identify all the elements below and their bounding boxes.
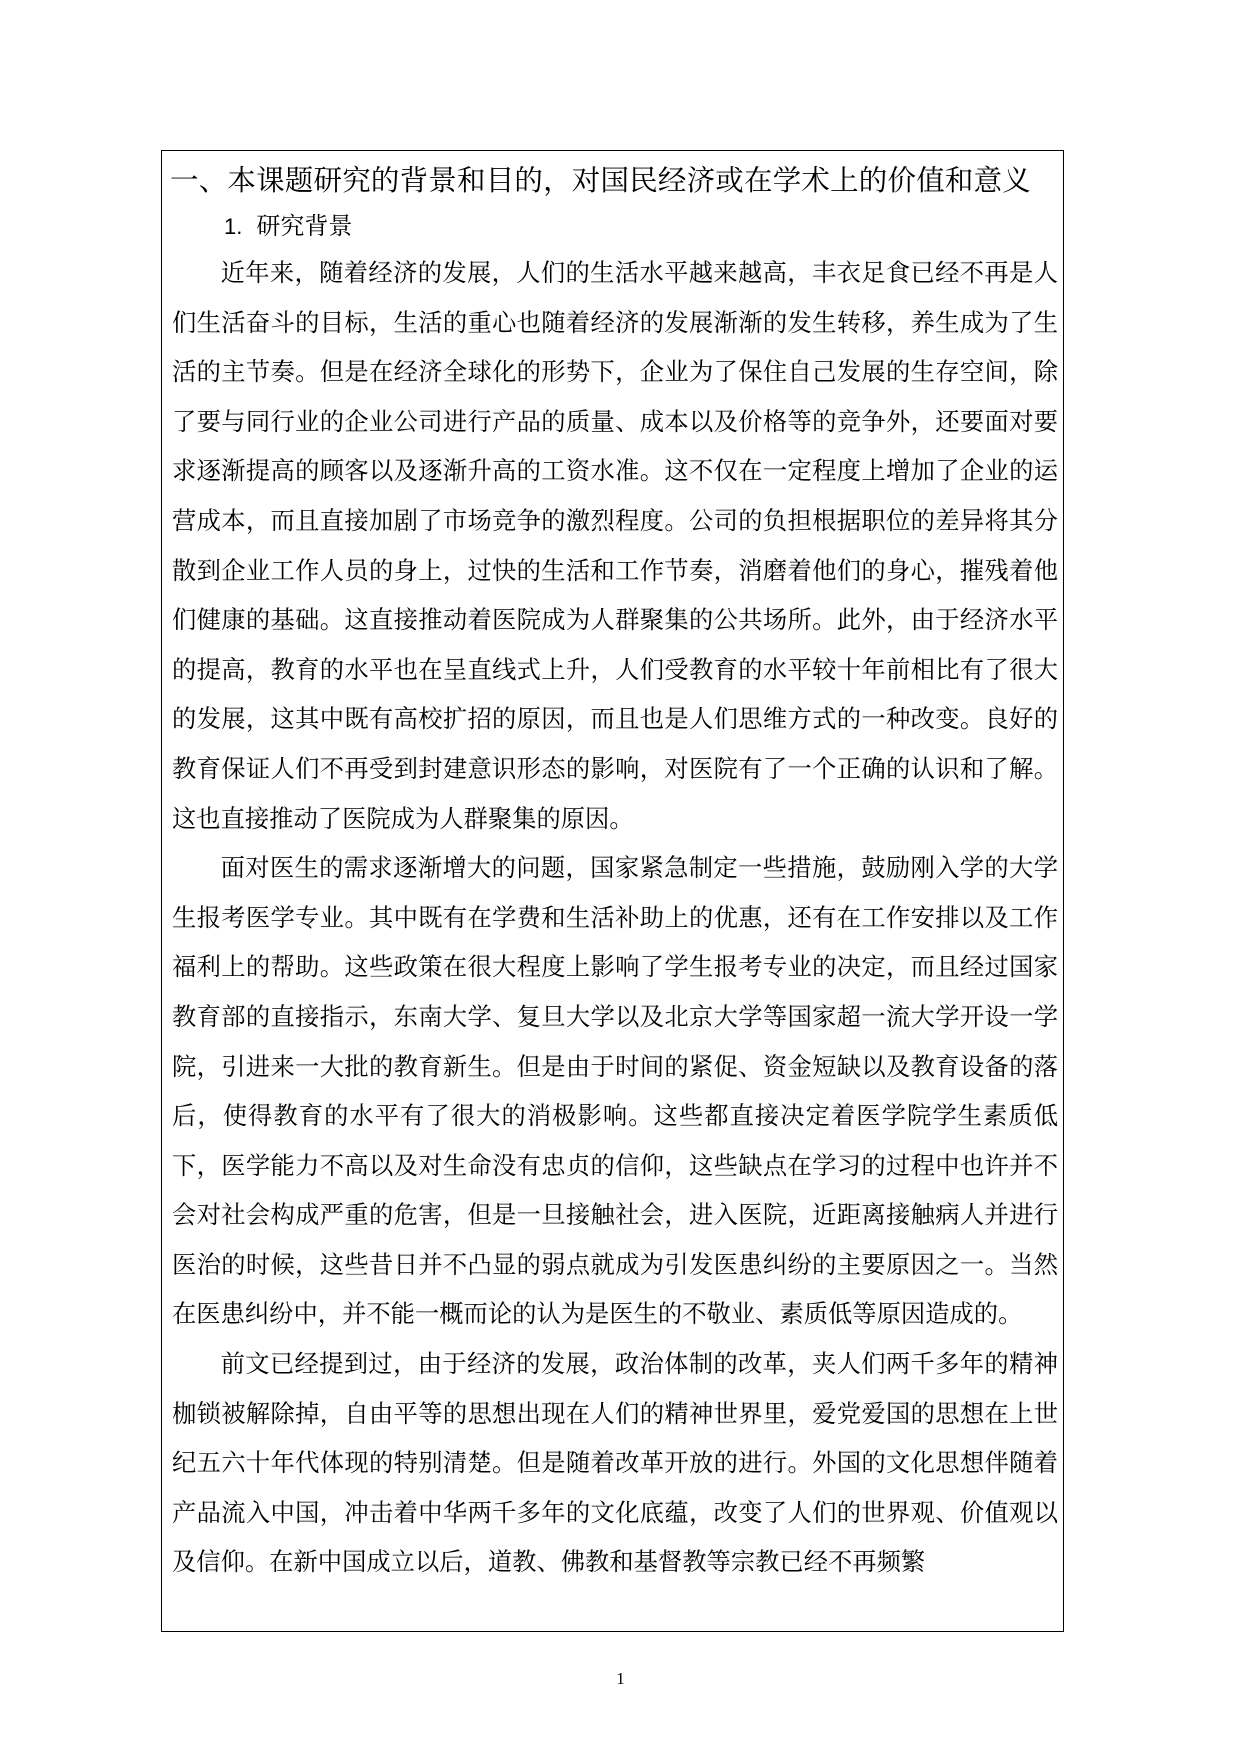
content-frame <box>161 150 1064 1632</box>
subsection-title: 研究背景 <box>256 212 353 240</box>
paragraph: 面对医生的需求逐渐增大的问题，国家紧急制定一些措施，鼓励刚入学的大学生报考医学专业。其中既有在学费和生活补助上的优惠，还有在工作安排以及工作福利上的帮助。这些政策在很大程度上影响了学生报考专业的决定，而且经过国家教育部的直接指示，东南大学、复旦大学以及北京大学等国家超一流大学开设一学院，引进来一大批的教育新生。但是由于时间的紧促、资金短缺以及教育设备的落后，使得教育的水平有了很大的消极影响。这些都直接决定着医学院学生素质低下，医学能力不高以及对生命没有忠贞的信仰，这些缺点在学习的过程中也许并不会对社会构成严重的危害，但是一旦接触社会，进入医院，近距离接触病人并进行医治的时候，这些昔日并不凸显的弱点就成为引发医患纠纷的主要原因之一。当然在医患纠纷中，并不能一概而论的认为是医生的不敬业、素质低等原因造成的。 <box>172 853 1058 1329</box>
section-heading: 一、本课题研究的背景和目的，对国民经济或在学术上的价值和意义 <box>170 164 1032 197</box>
paragraph: 前文已经提到过，由于经济的发展，政治体制的改革，夹人们两千多年的精神枷锁被解除掉，自由平等的思想出现在人们的精神世界里，爱党爱国的思想在上世纪五六十年代体现的特别清楚。但是随着改革开放的进行。外国的文化思想伴随着产品流入中国，冲击着中华两千多年的文化底蕴，改变了人们的世界观、价值观以及信仰。在新中国成立以后，道教、佛教和基督教等宗教已经不再频繁 <box>172 1349 1058 1577</box>
subsection-heading <box>224 209 352 244</box>
paragraph: 近年来，随着经济的发展，人们的生活水平越来越高，丰衣足食已经不再是人们生活奋斗的目标，生活的重心也随着经济的发展渐渐的发生转移，养生成为了生活的主节奏。但是在经济全球化的形势下，企业为了保住自己发展的生存空间，除了要与同行业的企业公司进行产品的质量、成本以及价格等的竞争外，还要面对要求逐渐提高的顾客以及逐渐升高的工资水准。这不仅在一定程度上增加了企业的运营成本，而且直接加剧了市场竞争的激烈程度。公司的负担根据职位的差异将其分散到企业工作人员的身上，过快的生活和工作节奏，消磨着他们的身心，摧残着他们健康的基础。这直接推动着医院成为人群聚集的公共场所。此外，由于经济水平的提高，教育的水平也在呈直线式上升，人们受教育的水平较十年前相比有了很大的发展，这其中既有高校扩招的原因，而且也是人们思维方式的一种改变。良好的教育保证人们不再受到封建意识形态的影响，对医院有了一个正确的认识和了解。这也直接推动了医院成为人群聚集的原因。 <box>172 258 1058 833</box>
body-text <box>172 248 1058 1587</box>
subsection-number: 1. <box>224 214 243 239</box>
page-number: 1 <box>616 1669 625 1688</box>
